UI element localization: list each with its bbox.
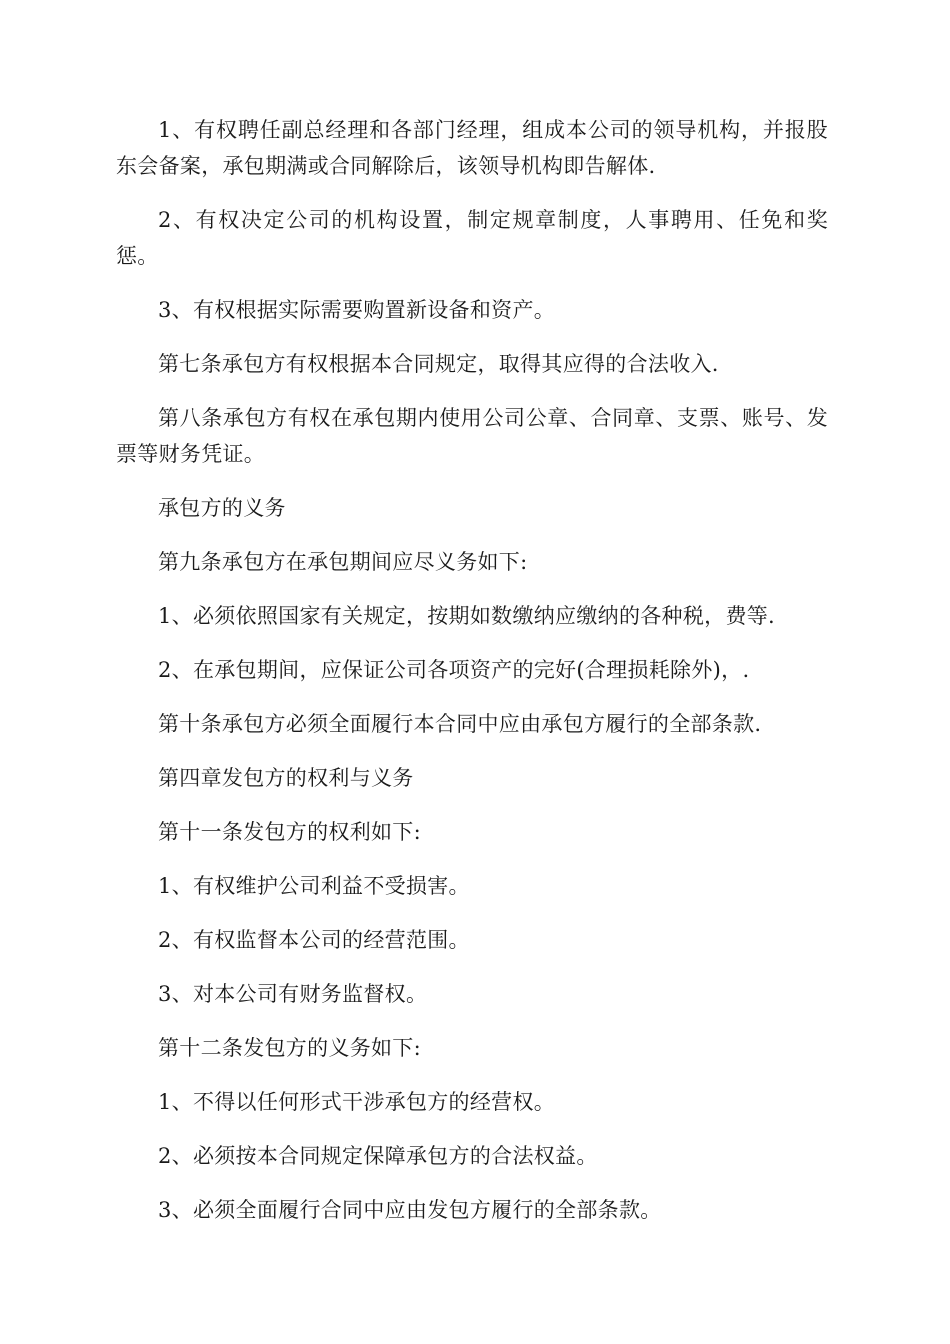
paragraph: 1、有权聘任副总经理和各部门经理，组成本公司的领导机构，并报股东会备案，承包期满或合同解除后，该领导机构即告解体.: [116, 118, 828, 178]
article-paragraph: 第十条承包方必须全面履行本合同中应由承包方履行的全部条款.: [158, 712, 762, 736]
article-paragraph: 第十一条发包方的权利如下:: [158, 820, 421, 844]
paragraph: 3、必须全面履行合同中应由发包方履行的全部条款。: [158, 1198, 662, 1222]
paragraph: 2、在承包期间，应保证公司各项资产的完好(合理损耗除外)，.: [158, 658, 750, 682]
section-heading: 承包方的义务: [158, 496, 286, 520]
paragraph: 2、有权决定公司的机构设置，制定规章制度，人事聘用、任免和奖惩。: [116, 208, 828, 268]
article-paragraph: 第九条承包方在承包期间应尽义务如下:: [158, 550, 528, 574]
article-paragraph: 第八条承包方有权在承包期内使用公司公章、合同章、支票、账号、发票等财务凭证。: [116, 406, 828, 466]
article-paragraph: 第七条承包方有权根据本合同规定，取得其应得的合法收入.: [158, 352, 719, 376]
chapter-heading: 第四章发包方的权利与义务: [158, 766, 414, 790]
paragraph: 3、有权根据实际需要购置新设备和资产。: [158, 298, 556, 322]
paragraph: 2、必须按本合同规定保障承包方的合法权益。: [158, 1144, 598, 1168]
paragraph: 1、不得以任何形式干涉承包方的经营权。: [158, 1090, 556, 1114]
document-page: [116, 112, 828, 1246]
paragraph: 1、必须依照国家有关规定，按期如数缴纳应缴纳的各种税，费等.: [158, 604, 776, 628]
paragraph: 1、有权维护公司利益不受损害。: [158, 874, 470, 898]
paragraph: 3、对本公司有财务监督权。: [158, 982, 428, 1006]
article-paragraph: 第十二条发包方的义务如下:: [158, 1036, 421, 1060]
paragraph: 2、有权监督本公司的经营范围。: [158, 928, 470, 952]
